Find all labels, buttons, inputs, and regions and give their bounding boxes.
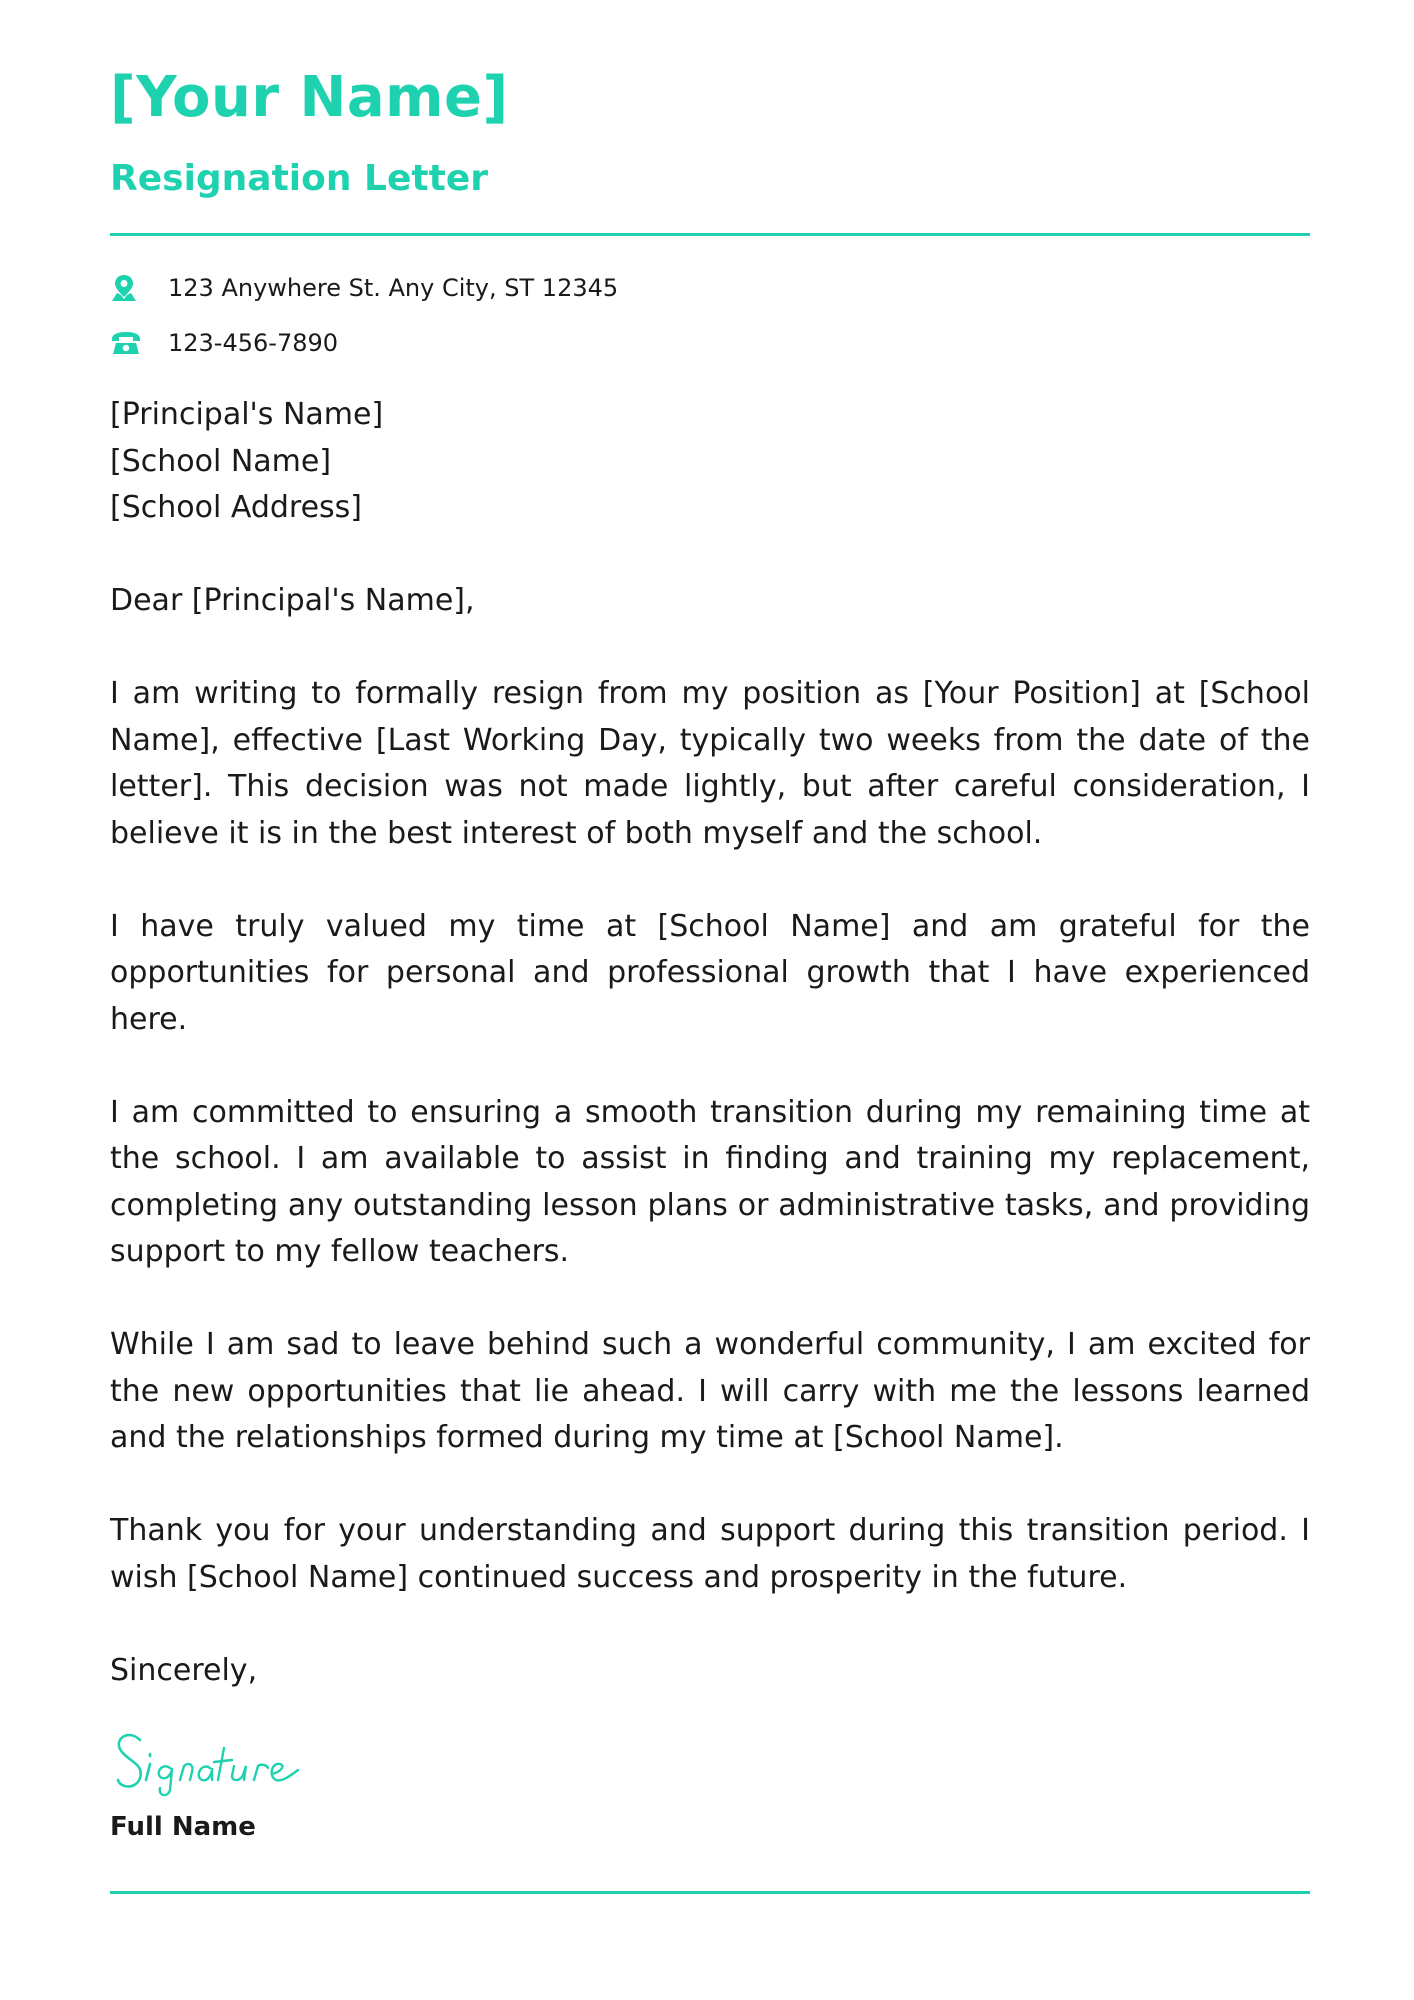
- recipient-address: [School Address]: [110, 490, 363, 525]
- map-pin-icon: [110, 273, 144, 303]
- recipient-principal: [Principal's Name]: [110, 397, 384, 432]
- signature-script-mark: [110, 1718, 310, 1798]
- contact-phone-row: [110, 323, 1310, 363]
- header-divider: [110, 233, 1310, 236]
- contact-address-row: [110, 268, 1310, 308]
- paragraph: I am writing to formally resign from my position as [Your Position] at [School Name], effective [Last Working Day, typically two weeks from the date of the letter]. This decision was not made lightly, but after careful consideration, I believe it is in the best interest of both myself and the school.: [110, 676, 1310, 851]
- salutation: Dear [Principal's Name],: [110, 583, 475, 618]
- letter-body: [110, 392, 1310, 1741]
- paragraph: While I am sad to leave behind such a wonderful community, I am excited for the new opportunities that lie ahead. I will carry with me the lessons learned and the relationships formed during my time at [School Name].: [110, 1327, 1310, 1455]
- paragraph: I have truly valued my time at [School Name] and am grateful for the opportunities for personal and professional growth that I have experienced here.: [110, 908, 1310, 1037]
- paragraph: I am committed to ensuring a smooth transition during my remaining time at the school. I am available to assist in finding and training my replacement, completing any outstanding lesson plans or administrative tasks, and providing support to my fellow teachers.: [110, 1094, 1310, 1269]
- contact-info: [110, 268, 1310, 378]
- sender-name: [Your Name]: [110, 65, 509, 130]
- signature: [110, 1718, 310, 1798]
- paragraph: Thank you for your understanding and support during this transition period. I wish [School Name] continued success and prosperity in the future.: [110, 1513, 1310, 1595]
- recipient-school: [School Name]: [110, 443, 332, 479]
- document-title: Resignation Letter: [110, 158, 488, 199]
- phone-icon: [110, 328, 144, 358]
- footer-divider: [110, 1891, 1310, 1894]
- closing: Sincerely,: [110, 1652, 258, 1688]
- full-name: Full Name: [110, 1812, 256, 1842]
- contact-phone: 123-456-7890: [168, 329, 339, 357]
- contact-address: 123 Anywhere St. Any City, ST 12345: [168, 274, 619, 302]
- letter-header: [110, 60, 1310, 204]
- recipient-block: [110, 392, 1310, 532]
